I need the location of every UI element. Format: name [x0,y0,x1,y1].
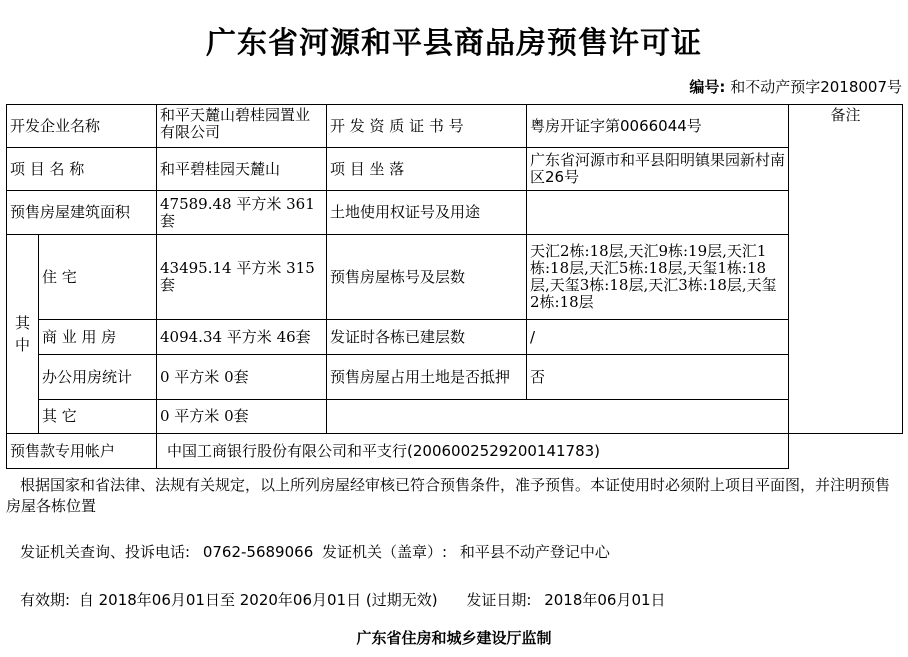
location-value: 广东省河源市和平县阳明镇果园新村南区26号 [526,147,789,191]
serial-label: 编号: [689,78,726,96]
other-label: 其 它 [38,399,157,434]
phone-value: 0762-5689066 [202,543,314,561]
residential-label: 住 宅 [38,234,157,320]
other-value: 0 平方米 0套 [156,399,327,434]
office-value: 0 平方米 0套 [156,354,327,400]
office-label: 办公用房统计 [38,354,157,400]
phone-label: 发证机关查询、投诉电话: [20,543,191,561]
project-name-label: 项 目 名 称 [6,147,157,191]
validity-line [20,590,666,610]
issue-date-value: 2018年06月01日 [544,591,666,609]
built-floors-value: / [526,319,789,355]
serial-value: 和不动产预字2018007号 [730,78,902,96]
developer-value: 和平天麓山碧桂园置业有限公司 [156,104,327,148]
validity-value: 自 2018年06月01日至 2020年06月01日 (过期无效) [78,591,438,609]
certificate-title: 广东省河源和平县商品房预售许可证 [206,26,702,61]
presale-area-value: 47589.48 平方米 361套 [156,190,327,235]
account-label: 预售款专用帐户 [6,433,157,469]
developer-label: 开发企业名称 [6,104,157,148]
of-which-label [6,234,39,434]
commercial-label: 商 业 用 房 [38,319,157,355]
buildings-label: 预售房屋栋号及层数 [326,234,527,320]
commercial-value: 4094.34 平方米 46套 [156,319,327,355]
account-value: 中国工商银行股份有限公司和平支行(2006002529200141783) [156,433,789,469]
authority-label: 发证机关（盖章）: [322,543,448,561]
contact-line [20,542,610,562]
presale-area-label: 预售房屋建筑面积 [6,190,157,235]
location-label: 项 目 坐 落 [326,147,527,191]
land-cert-label: 土地使用权证号及用途 [326,190,527,235]
supervisor-footer: 广东省住房和城乡建设厅监制 [356,629,552,647]
land-cert-value [526,190,789,235]
built-floors-label: 发证时各栋已建层数 [326,319,527,355]
buildings-value: 天汇2栋:18层,天汇9栋:19层,天汇1栋:18层,天汇5栋:18层,天玺1栋:18层,天玺3栋:18层,天汇3栋:18层,天玺2栋:18层 [526,234,789,320]
validity-label: 有效期: [20,591,71,609]
other-blank [326,399,789,434]
authority-value: 和平县不动产登记中心 [459,543,610,561]
approval-statement: 根据国家和省法律、法规有关规定，以上所列房屋经审核已符合预售条件，准予预售。本证使用时必须附上项目平面图，并注明预售房屋各栋位置 [6,476,891,515]
mortgage-label: 预售房屋占用土地是否抵押 [326,354,527,400]
qualification-label: 开 发 资 质 证 书 号 [326,104,527,148]
of-which-char-2: 中 [14,336,30,354]
project-name-value: 和平碧桂园天麓山 [156,147,327,191]
serial-number [689,76,902,98]
qualification-value: 粤房开证字第0066044号 [526,104,789,148]
issue-date-label: 发证日期: [466,591,532,609]
of-which-char-1: 其 [14,314,30,332]
mortgage-value: 否 [526,354,789,400]
residential-value: 43495.14 平方米 315套 [156,234,327,320]
remarks-column: 备注 [788,104,903,434]
